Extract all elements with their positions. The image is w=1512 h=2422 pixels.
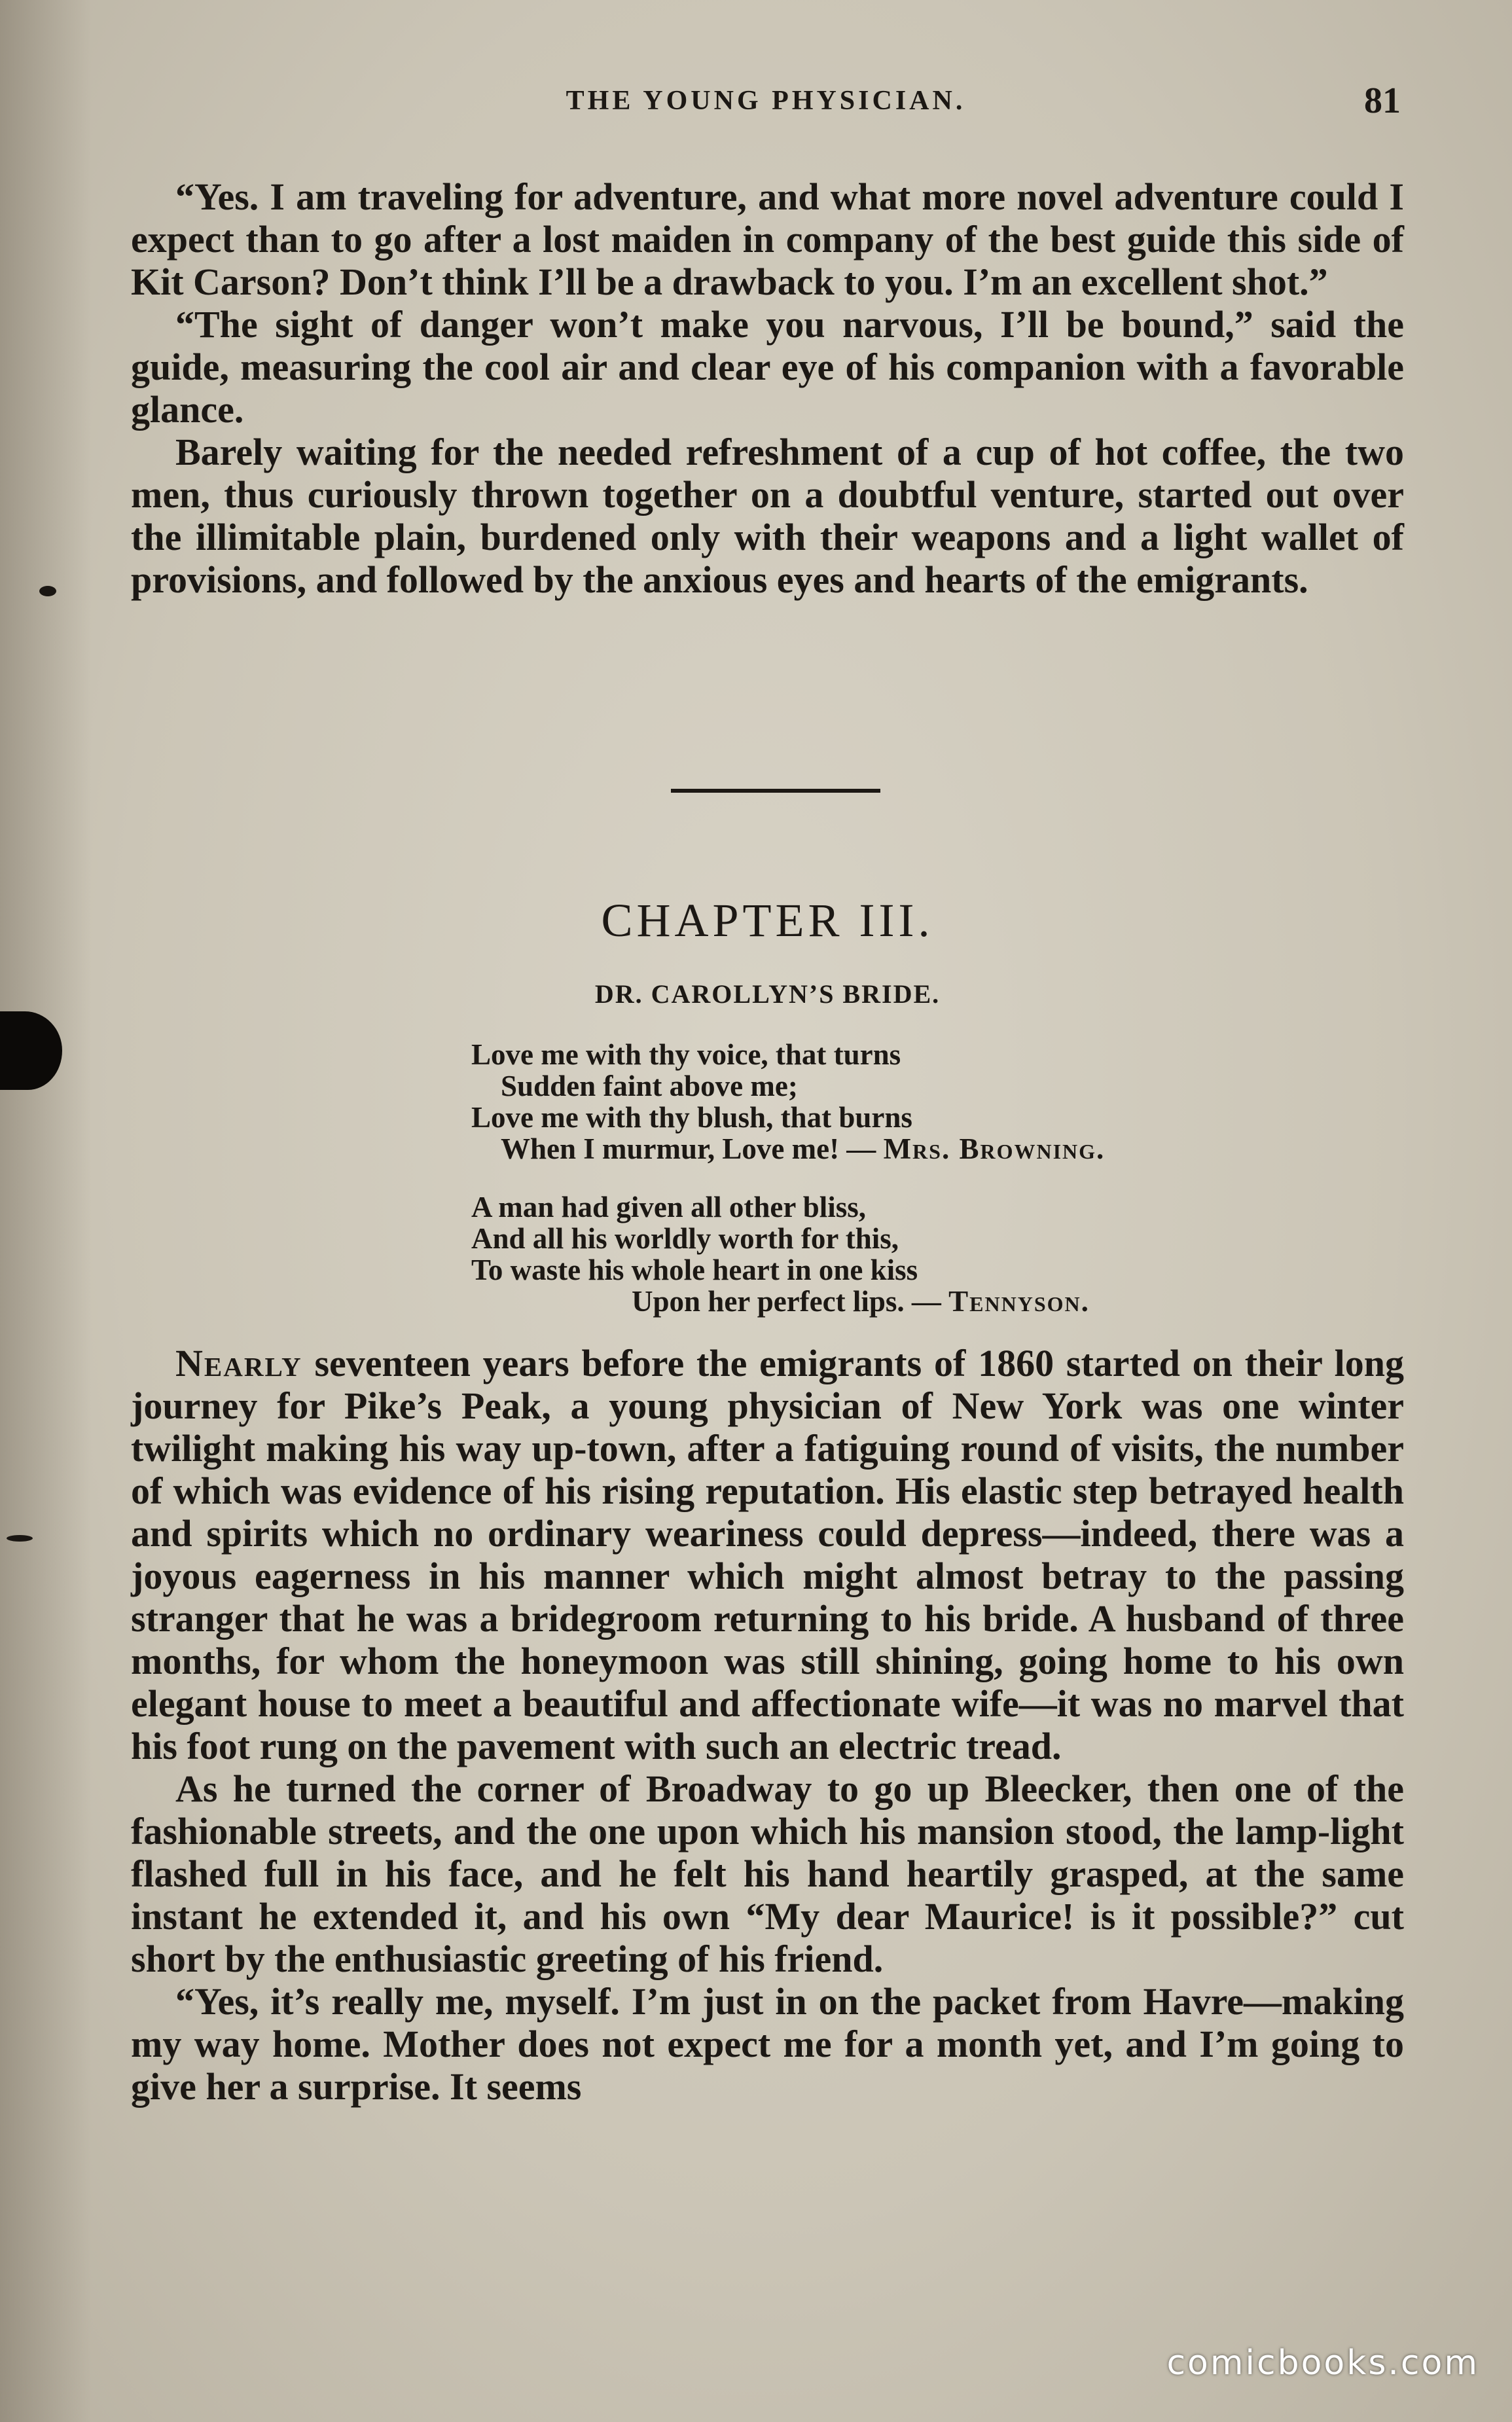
paragraph: Barely waiting for the needed refreshment of a cup of hot coffee, the two men, thus curiously thrown together on a doubtful venture, started out over the illimitable plain, burdened only with their weapons and a light wallet of provisions, and followed by the anxious eyes and hearts of the emigrants. bbox=[131, 431, 1404, 601]
verse-line: Love me with thy blush, that burns bbox=[471, 1101, 912, 1134]
verse-line: Upon her perfect lips. — bbox=[632, 1285, 941, 1318]
lead-in: Nearly bbox=[175, 1342, 302, 1384]
paragraph-text: seventeen years before the emigrants of 1860 started on their long journey for Pike’s Peak, a young physician of New York was one winter twilight making his way up-town, after a fatiguing round of visits, the number of which was evidence of his rising reputation. His elastic step betrayed health and spirits which no ordinary weariness could depress—indeed, there was a joyous eagerness in his manner which might almost betray to the passing stranger that he was a bridegroom returning to his bride. A husband of three months, for whom the honeymoon was still shining, going home to his own elegant house to meet a beautiful and affectionate wife—it was no marvel that his foot rung on the pavement with such an electric tread. bbox=[131, 1342, 1404, 1767]
paragraph: As he turned the corner of Broadway to go up Bleecker, then one of the fashionable streets, and the one upon which his mansion stood, the lamp-light flashed full in his face, and he felt his hand heartily grasped, at the same instant he extended it, and his own “My dear Maurice! is it possible?” cut short by the enthusiastic greeting of his friend. bbox=[131, 1767, 1404, 1980]
running-title: THE YOUNG PHYSICIAN. bbox=[566, 86, 966, 116]
ink-speck bbox=[7, 1535, 33, 1542]
verse-attribution-line bbox=[501, 1132, 1105, 1166]
epigraph-tennyson bbox=[471, 1190, 1388, 1321]
epigraph-browning bbox=[471, 1038, 1388, 1168]
watermark: comicbooks.com bbox=[1166, 2343, 1479, 2383]
chapter-title: CHAPTER III. bbox=[601, 894, 934, 947]
verse-attribution-line bbox=[632, 1284, 1090, 1318]
verse-line: To waste his whole heart in one kiss bbox=[471, 1254, 918, 1286]
paragraph: “Yes, it’s really me, myself. I’m just in on the packet from Havre—making my way home. Mother does not expect me for a month yet, and I’m going to give her a surprise. It seems bbox=[131, 1980, 1404, 2108]
verse-line: A man had given all other bliss, bbox=[471, 1191, 867, 1223]
spine-shadow bbox=[0, 0, 92, 2422]
page-number: 81 bbox=[1364, 81, 1401, 121]
chapter-body bbox=[131, 1342, 1404, 2108]
attribution: Tennyson. bbox=[948, 1285, 1090, 1318]
ink-speck bbox=[39, 586, 56, 596]
running-header bbox=[131, 81, 1401, 124]
verse-line: Sudden faint above me; bbox=[501, 1070, 798, 1102]
opening-section bbox=[131, 175, 1404, 601]
paragraph: “The sight of danger won’t make you narvous, I’ll be bound,” said the guide, measuring the cool air and clear eye of his companion with a favorable glance. bbox=[131, 303, 1404, 431]
paragraph bbox=[131, 1342, 1404, 1767]
section-divider bbox=[671, 789, 880, 793]
verse-line: When I murmur, Love me! — bbox=[501, 1132, 876, 1165]
paragraph: “Yes. I am traveling for adventure, and what more novel adventure could I expect than to go after a lost maiden in company of the best guide this side of Kit Carson? Don’t think I’ll be a drawback to you. I’m an excellent shot.” bbox=[131, 175, 1404, 303]
verse-line: Love me with thy voice, that turns bbox=[471, 1038, 901, 1071]
attribution: Mrs. Browning. bbox=[883, 1132, 1106, 1165]
verse-line: And all his worldly worth for this, bbox=[471, 1222, 899, 1255]
chapter-subtitle: DR. CAROLLYN’S BRIDE. bbox=[594, 979, 941, 1009]
